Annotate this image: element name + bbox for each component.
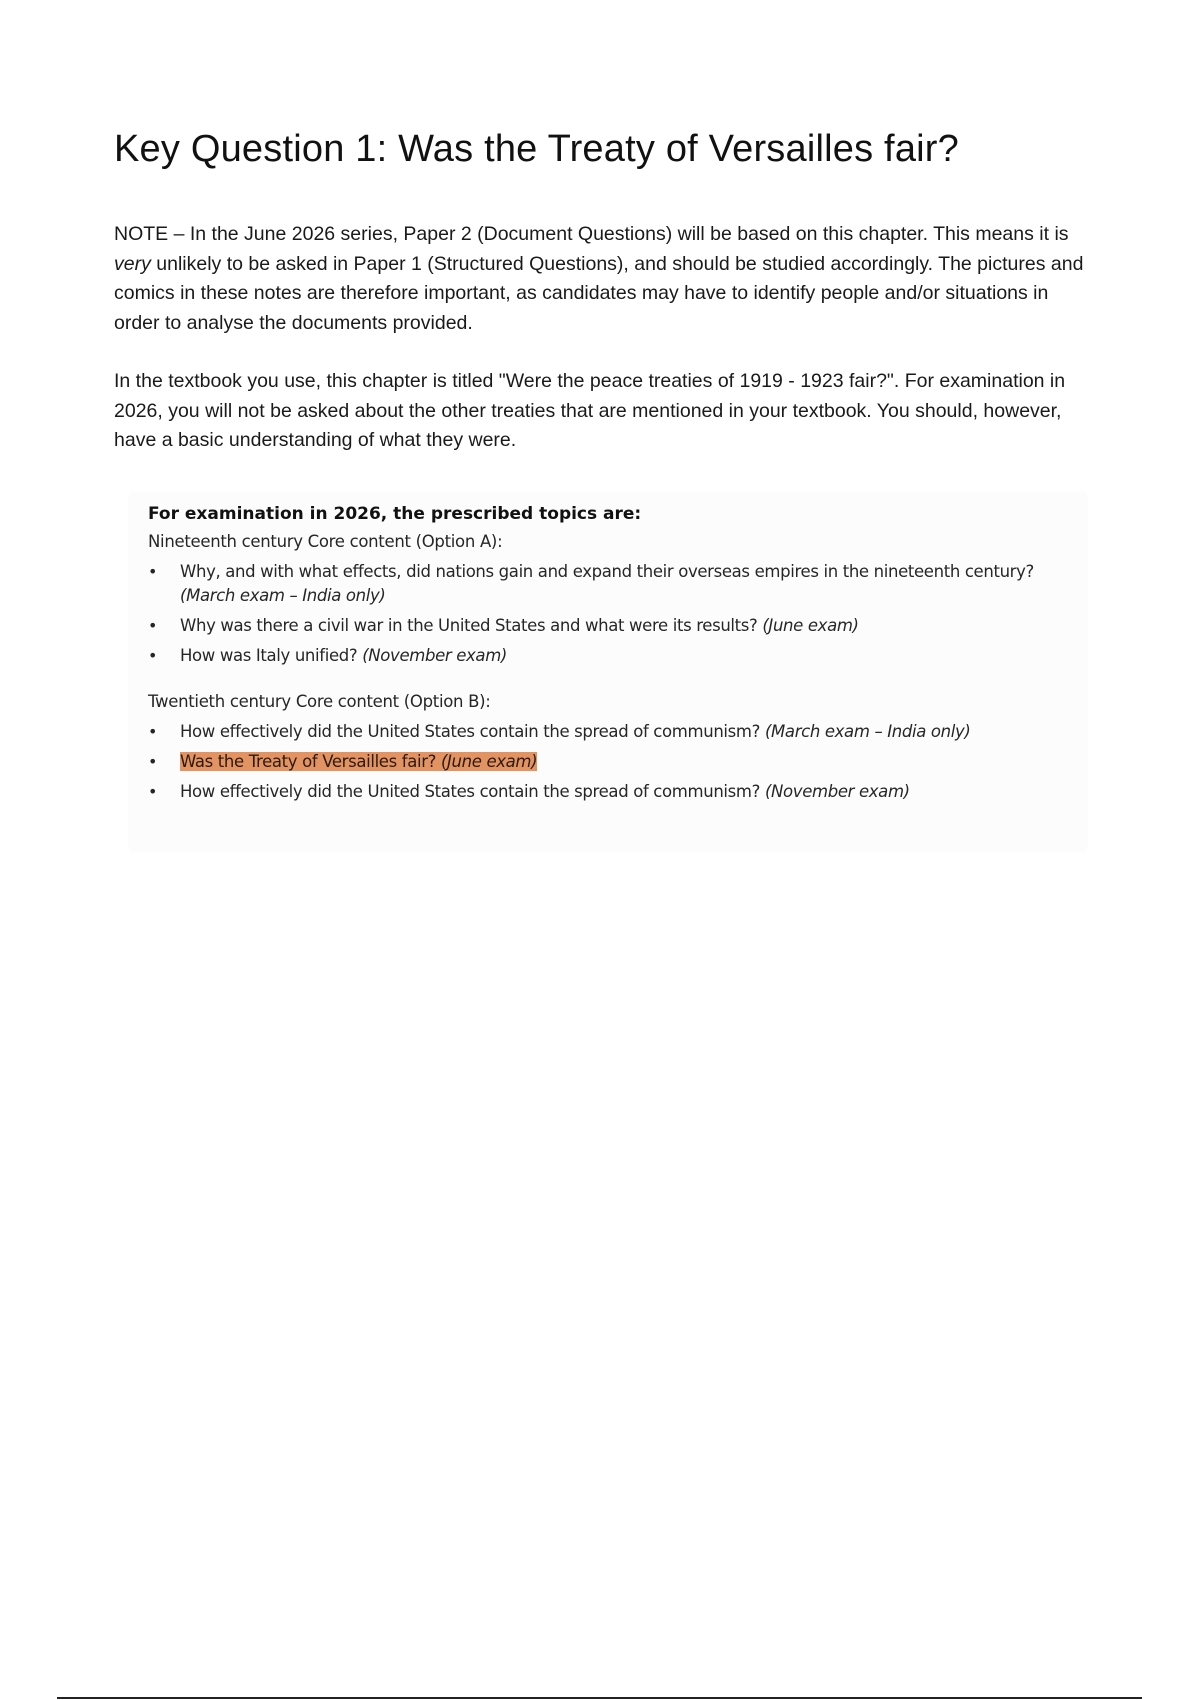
topic-text: How was Italy unified? bbox=[180, 646, 363, 665]
bullet: • bbox=[148, 782, 158, 801]
option-b-list bbox=[148, 720, 1078, 804]
option-a-label: Nineteenth century Core content (Option A): bbox=[148, 532, 503, 551]
topic-exam: (November exam) bbox=[764, 782, 910, 801]
topic-exam: (March exam – India only) bbox=[180, 586, 386, 605]
textbook-paragraph: In the textbook you use, this chapter is titled "Were the peace treaties of 1919 - 1923 fair?". For examination in 2026, you will not be asked about the other treaties that are mentioned in your textbook. You should, however, have a basic understanding of what they were. bbox=[114, 370, 1066, 451]
note-text-end: unlikely to be asked in Paper 1 (Structured Questions), and should be studied accordingly. The pictures and comics in these notes are therefore important, as candidates may have to identify people and/or situations in order to analyse the documents provided. bbox=[114, 252, 1084, 334]
option-a-list bbox=[148, 560, 1078, 668]
topic-exam: (November exam) bbox=[362, 646, 508, 665]
page-bottom-rule bbox=[57, 1697, 1142, 1699]
page-title: Key Question 1: Was the Treaty of Versailles fair? bbox=[114, 128, 959, 170]
bullet: • bbox=[148, 722, 158, 741]
bullet: • bbox=[148, 752, 158, 771]
highlighted-topic bbox=[180, 752, 537, 771]
note-text-start: NOTE – In the June 2026 series, Paper 2 (Document Questions) will be based on this chapter. This means it is bbox=[114, 223, 1069, 245]
list-item bbox=[148, 614, 1078, 638]
topic-text: Was the Treaty of Versailles fair? bbox=[180, 752, 441, 771]
bullet: • bbox=[148, 562, 158, 581]
topic-text: How effectively did the United States contain the spread of communism? bbox=[180, 782, 765, 801]
topic-exam: (June exam) bbox=[440, 752, 538, 771]
bullet: • bbox=[148, 646, 158, 665]
topic-exam: (March exam – India only) bbox=[764, 722, 971, 741]
topic-exam: (June exam) bbox=[762, 616, 859, 635]
note-paragraph bbox=[114, 220, 1094, 338]
topics-heading: For examination in 2026, the prescribed topics are: bbox=[148, 504, 642, 524]
list-item bbox=[148, 780, 1078, 804]
option-b-label: Twentieth century Core content (Option B): bbox=[148, 692, 491, 711]
bullet: • bbox=[148, 616, 158, 635]
topic-text: Why, and with what effects, did nations gain and expand their overseas empires in the nineteenth century? bbox=[180, 562, 1034, 581]
list-item-highlighted bbox=[148, 750, 1078, 774]
note-emphasis: very bbox=[114, 252, 151, 275]
prescribed-topics-excerpt bbox=[128, 492, 1088, 852]
list-item bbox=[148, 560, 1078, 608]
list-item bbox=[148, 644, 1078, 668]
list-item bbox=[148, 720, 1078, 744]
topic-text: Why was there a civil war in the United States and what were its results? bbox=[180, 616, 763, 635]
topic-text: How effectively did the United States contain the spread of communism? bbox=[180, 722, 765, 741]
